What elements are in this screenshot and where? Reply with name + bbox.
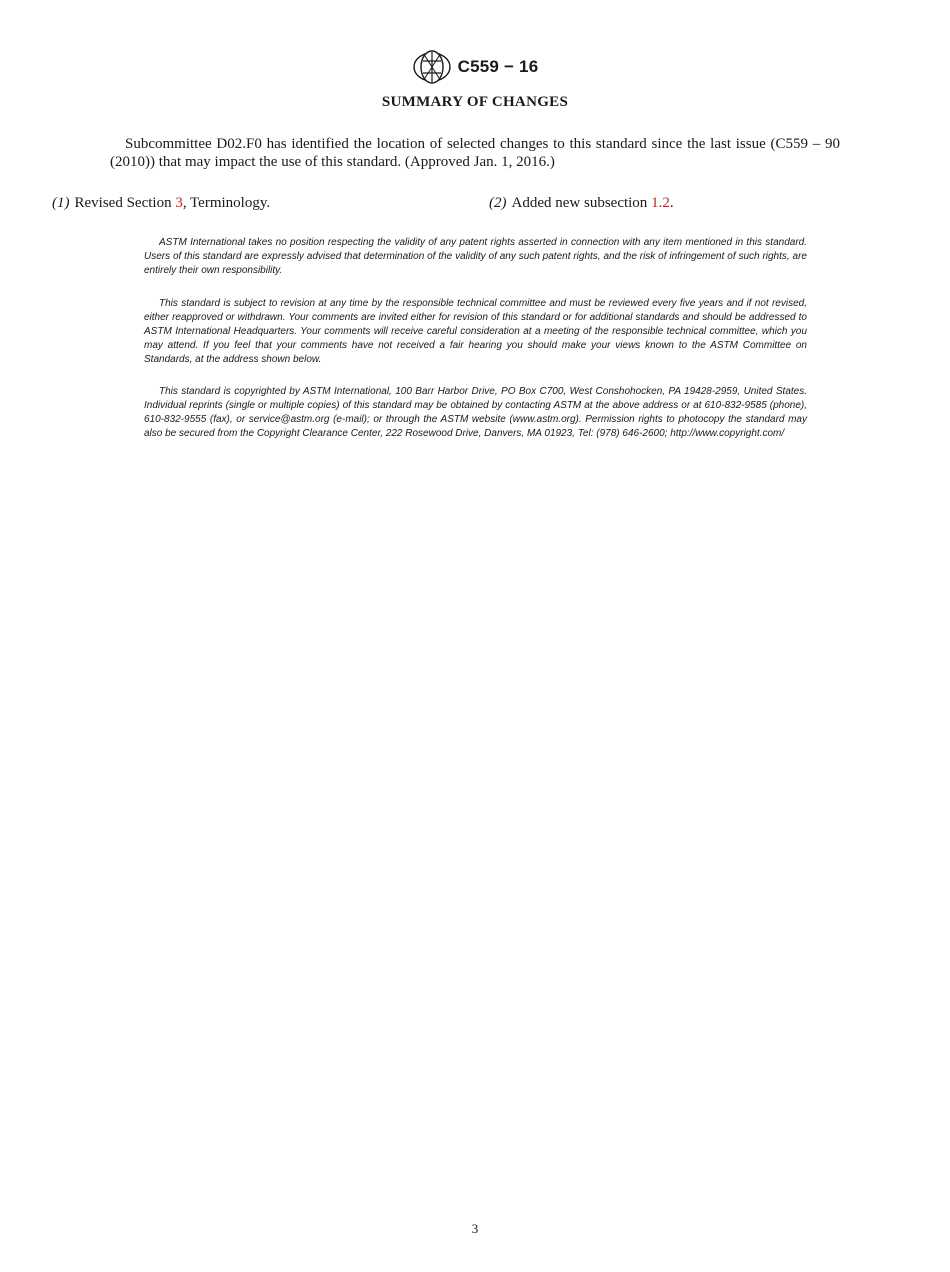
change-item [489,194,674,212]
change-text: , Terminology. [182,195,271,211]
revision-notice: This standard is subject to revision at any time by the responsible technical committee and must be reviewed every five years and if not revised, either reapproved or withdrawn. Your comments are invited either for revision of this standard or for additional standards and should be addressed to ASTM International Headquarters. Your comments will receive careful consideration at a meeting of the responsible technical committee, which you may attend. If you feel that your comments have not received a fair hearing you should make your views known to the ASTM Committee on Standards, at the address shown below. [144,298,807,365]
change-item [52,194,270,212]
change-text: Added new subsection [511,195,652,211]
change-number: (2) [489,195,507,211]
section-link[interactable]: 3 [175,195,183,211]
page-number: 3 [471,1221,479,1236]
summary-intro: Subcommittee D02.F0 has identified the location of selected changes to this standard since the last issue (C559 – 90 (2010)) that may impact the use of this standard. (Approved Jan. 1, 2016.) [110,136,840,170]
subsection-link[interactable]: 1.2 [651,195,670,211]
change-number: (1) [52,195,70,211]
astm-logo-icon [412,50,452,84]
summary-title: SUMMARY OF CHANGES [381,94,569,110]
change-text: Revised Section [74,195,176,211]
document-designation: C559 − 16 [457,57,539,76]
copyright-notice: This standard is copyrighted by ASTM International, 100 Barr Harbor Drive, PO Box C700, West Conshohocken, PA 19428-2959, United States. Individual reprints (single or multiple copies) of this standard may be obtained by contacting ASTM at the above address or at 610-832-9585 (phone), 610-832-9555 (fax), or service@astm.org (e-mail); or through the ASTM website (www.astm.org). Permission rights to photocopy the standard may also be secured from the Copyright Clearance Center, 222 Rosewood Drive, Danvers, MA 01923, Tel: (978) 646-2600; http://www.copyright.com/ [144,386,807,439]
patent-notice: ASTM International takes no position respecting the validity of any patent rights asserted in connection with any item mentioned in this standard. Users of this standard are expressly advised that determination of the validity of any such patent rights, and the risk of infringement of such rights, are entirely their own responsibility. [144,237,807,276]
change-text: . [669,195,674,211]
document-header [0,50,950,84]
